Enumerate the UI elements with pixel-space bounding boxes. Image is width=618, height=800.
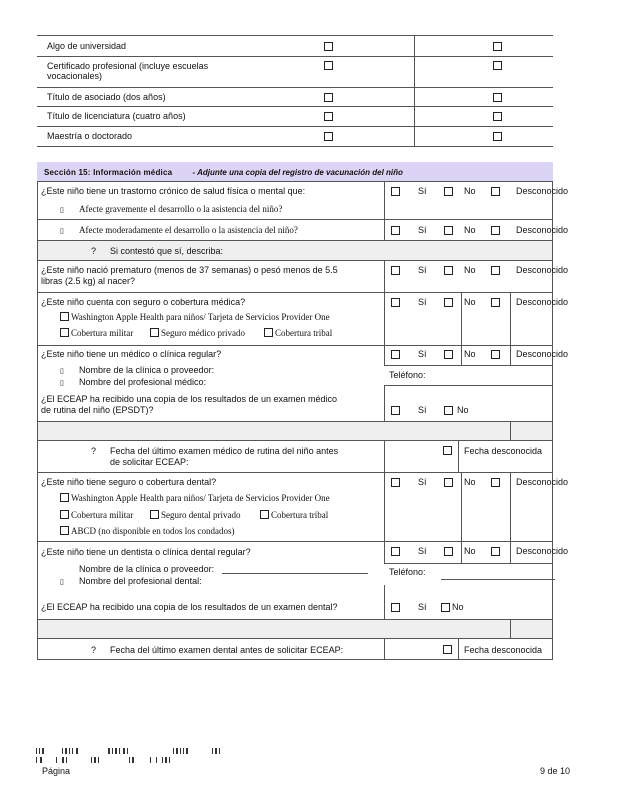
chronic-severe-no-checkbox[interactable] (444, 187, 453, 196)
chronic-severe-unknown-checkbox[interactable] (491, 187, 500, 196)
insurance-unknown-label: Desconocido (516, 297, 569, 307)
edu-associate-label: Título de asociado (dos años) (47, 92, 166, 102)
edu-bachelor-checkbox-1[interactable] (324, 112, 333, 121)
dental-shade-row (38, 620, 552, 638)
q-insurance-text: ¿Este niño cuenta con seguro o cobertura médica? (41, 297, 246, 307)
dentist-yes-label: Sí (418, 546, 427, 556)
dental-wa-option[interactable] (60, 493, 330, 504)
bullet-icon: ▯ (60, 207, 64, 214)
section-title: Sección 15: Información médica (44, 168, 173, 177)
footer-page-label: Página (42, 766, 71, 776)
dental-ins-unknown-label: Desconocido (516, 477, 569, 487)
insurance-military-option[interactable] (60, 328, 133, 339)
dental-wa-checkbox[interactable] (60, 493, 69, 502)
q-premature-l2: libras (2.5 kg) al nacer? (41, 276, 136, 286)
dental-military-label: Cobertura militar (71, 510, 134, 520)
insurance-military-label: Cobertura militar (71, 328, 134, 338)
edu-associate-checkbox-2[interactable] (493, 93, 502, 102)
insurance-private-option[interactable] (150, 328, 245, 339)
insurance-tribal-option[interactable] (264, 328, 332, 339)
dentist-phone-label: Teléfono: (389, 567, 426, 577)
premature-yes-label: Sí (418, 265, 427, 275)
dentist-no-label: No (464, 546, 476, 556)
dental-military-option[interactable] (60, 510, 133, 521)
q-doctor-text: ¿Este niño tiene un médico o clínica regular? (41, 349, 222, 359)
epsdt-yes-checkbox[interactable] (391, 406, 400, 415)
chronic-moderate-no-label: No (464, 225, 476, 235)
insurance-wa-label: Washington Apple Health para niños/ Tarjeta de Servicios Provider One (71, 312, 330, 322)
chronic-moderate-yes-checkbox[interactable] (391, 226, 400, 235)
insurance-wa-option[interactable] (60, 312, 330, 323)
chronic-moderate-no-checkbox[interactable] (444, 226, 453, 235)
q-dental-results-text: ¿El ECEAP ha recibido una copia de los resultados de un examen dental? (41, 602, 338, 612)
premature-unknown-label: Desconocido (516, 265, 569, 275)
section-title-wrap (44, 167, 403, 178)
edu-vocational-checkbox-1[interactable] (324, 61, 333, 70)
edu-vocational-label-l1: Certificado profesional (incluye escuelas (47, 61, 209, 71)
dental-ins-no-label: No (464, 477, 476, 487)
insurance-no-checkbox[interactable] (444, 298, 453, 307)
section-subtitle: - Adjunte una copia del registro de vacunación del niño (192, 168, 403, 177)
dental-ins-yes-label: Sí (418, 477, 427, 487)
dentist-yes-checkbox[interactable] (391, 547, 400, 556)
chronic-moderate-unknown-checkbox[interactable] (491, 226, 500, 235)
premature-unknown-checkbox[interactable] (491, 266, 500, 275)
dentist-unknown-label: Desconocido (516, 546, 569, 556)
last-dental-unknown-checkbox[interactable] (443, 645, 452, 654)
doctor-yes-label: Sí (418, 349, 427, 359)
premature-yes-checkbox[interactable] (391, 266, 400, 275)
insurance-private-label: Seguro médico privado (161, 328, 245, 338)
last-exam-unknown-label: Fecha desconocida (464, 446, 543, 456)
insurance-private-checkbox[interactable] (150, 328, 159, 337)
epsdt-no-checkbox[interactable] (444, 406, 453, 415)
chronic-severe-unknown-label: Desconocido (516, 186, 569, 196)
dental-tribal-checkbox[interactable] (260, 510, 269, 519)
insurance-tribal-label: Cobertura tribal (275, 328, 333, 338)
q-dentist-clinic: Nombre de la clínica o proveedor: (79, 564, 215, 574)
q-doctor-provider: Nombre del profesional médico: (79, 377, 207, 387)
doctor-no-label: No (464, 349, 476, 359)
question-mark-icon: ? (91, 246, 97, 256)
q-dentist-provider: Nombre del profesional dental: (79, 576, 202, 586)
insurance-military-checkbox[interactable] (60, 328, 69, 337)
chronic-moderate-unknown-label: Desconocido (516, 225, 569, 235)
bullet-icon: ▯ (60, 579, 64, 586)
dentist-unknown-checkbox[interactable] (491, 547, 500, 556)
edu-some-college-checkbox-2[interactable] (493, 42, 502, 51)
edu-master-checkbox-2[interactable] (493, 132, 502, 141)
doctor-phone-label: Teléfono: (389, 370, 426, 380)
insurance-wa-checkbox[interactable] (60, 312, 69, 321)
q-chronic-sub2: Afecte moderadamente el desarrollo o la asistencia del niño? (79, 225, 298, 235)
edu-bachelor-checkbox-2[interactable] (493, 112, 502, 121)
insurance-no-label: No (464, 297, 476, 307)
bullet-icon: ▯ (60, 228, 64, 235)
q-dental-insurance-text: ¿Este niño tiene seguro o cobertura dental? (41, 477, 217, 487)
insurance-unknown-checkbox[interactable] (491, 298, 500, 307)
dental-private-checkbox[interactable] (150, 510, 159, 519)
dental-ins-no-checkbox[interactable] (444, 478, 453, 487)
question-mark-icon: ? (91, 645, 97, 655)
bullet-icon: ▯ (60, 380, 64, 387)
dental-tribal-option[interactable] (260, 510, 328, 521)
q-chronic-text: ¿Este niño tiene un trastorno crónico de salud física o mental que: (41, 186, 306, 196)
chronic-moderate-yes-label: Sí (418, 225, 427, 235)
edu-associate-checkbox-1[interactable] (324, 93, 333, 102)
dental-ins-yes-checkbox[interactable] (391, 478, 400, 487)
premature-no-label: No (464, 265, 476, 275)
q-epsdt-l1: ¿El ECEAP ha recibido una copia de los resultados de un examen médico (41, 394, 338, 404)
dental-results-no-checkbox[interactable] (441, 603, 450, 612)
edu-some-college-label: Algo de universidad (47, 41, 127, 51)
q-last-exam-l2: de solicitar ECEAP: (110, 457, 189, 467)
dental-results-no-label: No (452, 602, 464, 612)
dental-wa-label: Washington Apple Health para niños/ Tarjeta de Servicios Provider One (71, 493, 330, 503)
edu-bachelor-label: Título de licenciatura (cuatro años) (47, 111, 186, 121)
dental-results-yes-checkbox[interactable] (391, 603, 400, 612)
dental-private-option[interactable] (150, 510, 240, 521)
edu-vocational-label-l2: vocacionales) (47, 71, 103, 81)
doctor-unknown-checkbox[interactable] (491, 350, 500, 359)
q-last-exam-l1: Fecha del último examen médico de rutina del niño antes (110, 446, 339, 456)
last-exam-unknown-checkbox[interactable] (443, 446, 452, 455)
dental-abcd-label: ABCD (no disponible en todos los condados) (71, 526, 235, 536)
last-dental-unknown-label: Fecha desconocida (464, 645, 543, 655)
edu-master-checkbox-1[interactable] (324, 132, 333, 141)
dental-abcd-checkbox[interactable] (60, 526, 69, 535)
q-dentist-text: ¿Este niño tiene un dentista o clínica dental regular? (41, 547, 251, 557)
dental-ins-unknown-checkbox[interactable] (491, 478, 500, 487)
q-chronic-describe: Si contestó que sí, describa: (110, 246, 224, 256)
insurance-yes-label: Sí (418, 297, 427, 307)
premature-no-checkbox[interactable] (444, 266, 453, 275)
epsdt-yes-label: Sí (418, 405, 427, 415)
dental-military-checkbox[interactable] (60, 510, 69, 519)
footer-page-number: 9 de 10 (540, 766, 571, 776)
doctor-no-checkbox[interactable] (444, 350, 453, 359)
epsdt-shade-row (38, 422, 552, 440)
edu-some-college-checkbox-1[interactable] (324, 42, 333, 51)
q-premature-l1: ¿Este niño nació prematuro (menos de 37 semanas) o pesó menos de 5.5 (41, 265, 338, 275)
doctor-unknown-label: Desconocido (516, 349, 569, 359)
chronic-severe-no-label: No (464, 186, 476, 196)
dental-tribal-label: Cobertura tribal (271, 510, 329, 520)
q-epsdt-l2: de rutina del niño (EPSDT)? (41, 405, 154, 415)
q-doctor-clinic: Nombre de la clínica o proveedor: (79, 365, 215, 375)
bullet-icon: ▯ (60, 368, 64, 375)
dentist-no-checkbox[interactable] (444, 547, 453, 556)
dental-abcd-option[interactable] (60, 526, 235, 537)
epsdt-no-label: No (457, 405, 469, 415)
q-last-dental-text: Fecha del último examen dental antes de solicitar ECEAP: (110, 645, 344, 655)
doctor-yes-checkbox[interactable] (391, 350, 400, 359)
dental-results-yes-label: Sí (418, 602, 427, 612)
insurance-yes-checkbox[interactable] (391, 298, 400, 307)
barcode-icon (36, 748, 226, 764)
edu-master-label: Maestría o doctorado (47, 131, 133, 141)
chronic-severe-yes-checkbox[interactable] (391, 187, 400, 196)
question-mark-icon: ? (91, 446, 97, 456)
dental-private-label: Seguro dental privado (161, 510, 241, 520)
chronic-severe-yes-label: Sí (418, 186, 427, 196)
insurance-tribal-checkbox[interactable] (264, 328, 273, 337)
edu-vocational-checkbox-2[interactable] (493, 61, 502, 70)
q-chronic-sub1: Afecte gravemente el desarrollo o la asistencia del niño? (79, 204, 283, 214)
